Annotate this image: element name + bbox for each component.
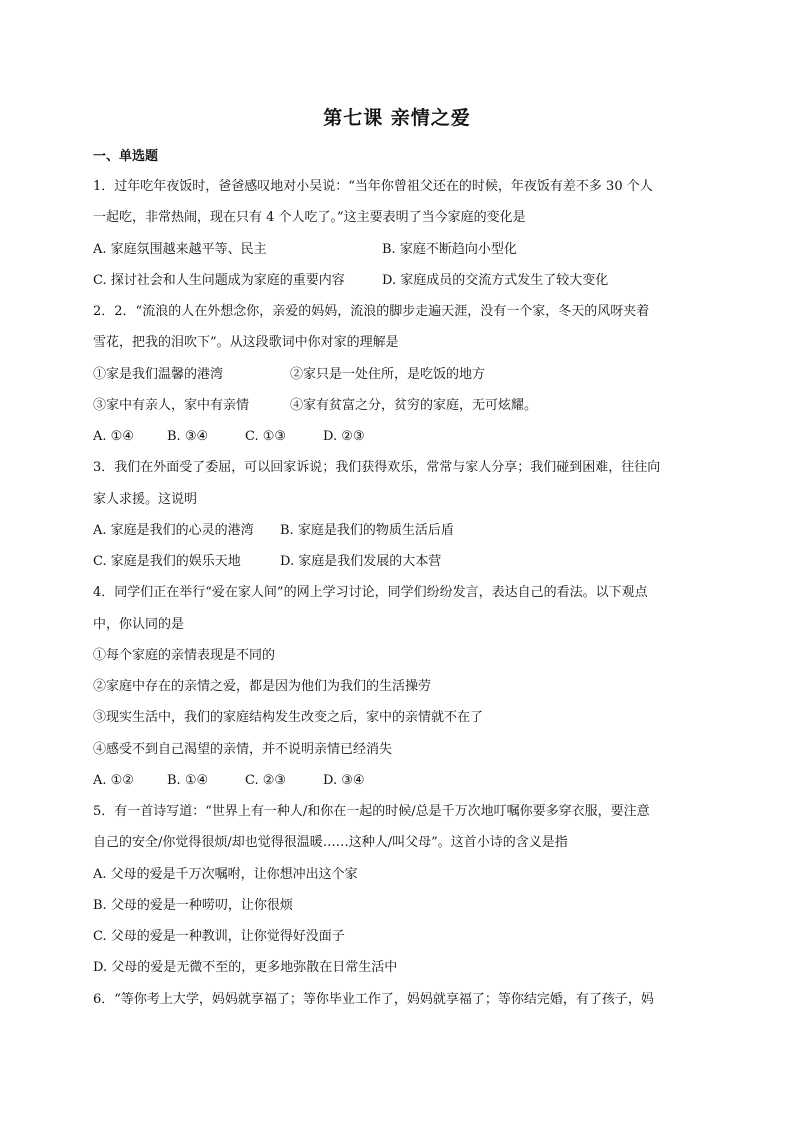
question-5-text-line-1: 5．有一首诗写道：“世界上有一种人/和你在一起的时候/总是千万次地叮嘱你要多穿衣服，要注意 bbox=[93, 804, 650, 819]
question-4-option-a: A. ①② bbox=[93, 772, 134, 788]
question-4-text-line-1: 4．同学们正在举行“爱在家人间”的网上学习讨论，同学们纷纷发言，表达自己的看法。以下观点 bbox=[93, 585, 648, 601]
question-1-options-row-2 bbox=[93, 265, 705, 296]
question-2-option-c: C. ①③ bbox=[245, 429, 287, 444]
question-2-statement-3: ③家中有亲人，家中有亲情 bbox=[93, 397, 250, 413]
question-6-text-line-1: 6．“等你考上大学，妈妈就享福了；等你毕业工作了，妈妈就享福了；等你结完婚，有了孩子，妈 bbox=[93, 991, 654, 1007]
question-1-option-a: A. 家庭氛围越来越平等、民主 bbox=[93, 241, 267, 257]
question-2-statement-2: ②家只是一处住所，是吃饭的地方 bbox=[290, 366, 486, 382]
question-4-statement-4: ④感受不到自己渴望的亲情，并不说明亲情已经消失 bbox=[93, 741, 393, 757]
question-4-statement-1: ①每个家庭的亲情表现是不同的 bbox=[93, 647, 276, 663]
question-3-option-a: A. 家庭是我们的心灵的港湾 bbox=[93, 522, 254, 538]
question-3-option-c: C. 家庭是我们的娱乐天地 bbox=[93, 554, 241, 569]
question-2-option-a: A. ①④ bbox=[93, 429, 134, 444]
question-5-option-a: A. 父母的爱是千万次嘱咐，让你想冲出这个家 bbox=[93, 866, 358, 882]
question-list bbox=[93, 171, 705, 1015]
question-4-statement-3: ③现实生活中，我们的家庭结构发生改变之后，家中的亲情就不在了 bbox=[93, 710, 484, 726]
question-3-option-b: B. 家庭是我们的物质生活后盾 bbox=[280, 522, 454, 538]
page-title: 第七课 亲情之爱 bbox=[323, 107, 471, 129]
question-1-option-b: B. 家庭不断趋向小型化 bbox=[382, 241, 517, 257]
question-1-option-c: C. 探讨社会和人生问题成为家庭的重要内容 bbox=[93, 272, 345, 288]
question-2-statements-row-2 bbox=[93, 390, 705, 421]
question-3-option-d: D. 家庭是我们发展的大本营 bbox=[280, 554, 442, 569]
question-1-text-line-2: 一起吃，非常热闹，现在只有 4 个人吃了。”这主要表明了当今家庭的变化是 bbox=[93, 210, 526, 226]
question-2-statements-row-1 bbox=[93, 359, 705, 390]
section-heading: 一、单选题 bbox=[93, 149, 159, 164]
question-4-options bbox=[93, 765, 705, 796]
question-5-option-d: D. 父母的爱是无微不至的，更多地弥散在日常生活中 bbox=[93, 960, 398, 976]
question-1-options-row-1 bbox=[93, 234, 705, 265]
question-4-statement-2: ②家庭中存在的亲情之爱，都是因为他们为我们的生活操劳 bbox=[93, 679, 432, 694]
question-4-text-line-2: 中，你认同的是 bbox=[93, 616, 185, 632]
question-2-text-line-1: 2．2．“流浪的人在外想念你，亲爱的妈妈，流浪的脚步走遍天涯，没有一个家，冬天的风呀夹着 bbox=[93, 304, 650, 319]
question-1-option-d: D. 家庭成员的交流方式发生了较大变化 bbox=[382, 272, 609, 288]
question-4-option-d: D. ③④ bbox=[323, 772, 365, 788]
question-2-text-line-2: 雪花，把我的泪吹下”。从这段歌词中你对家的理解是 bbox=[93, 335, 399, 351]
question-3-options-row-1 bbox=[93, 515, 705, 546]
question-5-text-line-2: 自己的安全/你觉得很烦/却也觉得很温暖……这种人/叫父母”。这首小诗的含义是指 bbox=[93, 835, 568, 851]
question-4-option-b: B. ①④ bbox=[167, 772, 209, 788]
question-3-text-line-1: 3．我们在外面受了委屈，可以回家诉说；我们获得欢乐，常常与家人分享；我们碰到困难，往往向 bbox=[93, 460, 661, 476]
question-2-statement-4: ④家有贫富之分，贫穷的家庭，无可炫耀。 bbox=[290, 397, 538, 413]
question-3-options-row-2 bbox=[93, 546, 705, 577]
question-5-option-b: B. 父母的爱是一种唠叨，让你很烦 bbox=[93, 897, 293, 913]
question-4-option-c: C. ②③ bbox=[245, 772, 287, 788]
question-3-text-line-2: 家人求援。这说明 bbox=[93, 491, 198, 507]
question-2-option-b: B. ③④ bbox=[167, 429, 209, 444]
question-1-text-line-1: 1．过年吃年夜饭时，爸爸感叹地对小吴说：“当年你曾祖父还在的时候，年夜饭有差不多 30 个人 bbox=[93, 179, 653, 194]
question-5-option-c: C. 父母的爱是一种教训，让你觉得好没面子 bbox=[93, 929, 345, 944]
question-2-options bbox=[93, 421, 705, 452]
question-2-statement-1: ①家是我们温馨的港湾 bbox=[93, 366, 224, 382]
question-2-option-d: D. ②③ bbox=[323, 429, 365, 444]
